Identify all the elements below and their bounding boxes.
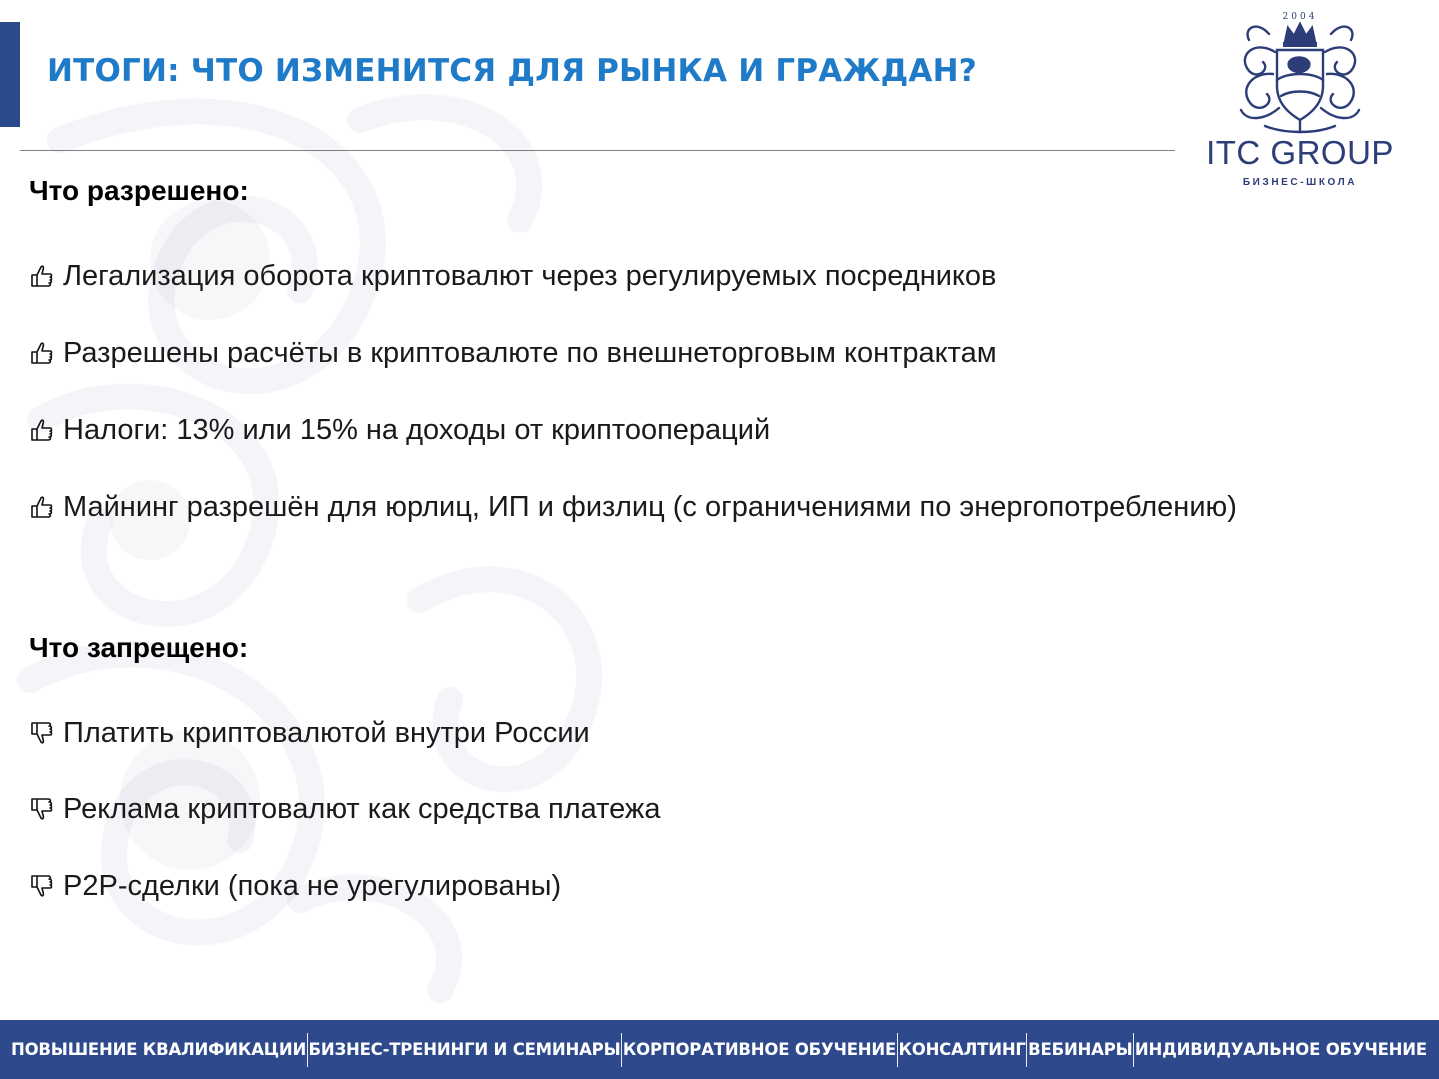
thumbs-up-icon [29, 340, 55, 366]
forbidden-item-text: Платить криптовалютой внутри России [63, 716, 590, 749]
footer-item-individual: ИНДИВИДУАЛЬНОЕ ОБУЧЕНИЕ [1134, 1040, 1427, 1059]
footer-item-webinars: ВЕБИНАРЫ [1028, 1040, 1133, 1059]
crest-emblem-icon [1225, 10, 1375, 140]
thumbs-down-icon [29, 796, 55, 822]
allowed-item [29, 410, 770, 450]
footer-separator [897, 1033, 898, 1067]
allowed-item-text: Легализация оборота криптовалют через регулируемых посредников [63, 259, 997, 292]
thumbs-down-icon [29, 873, 55, 899]
allowed-heading: Что разрешено: [29, 175, 249, 206]
allowed-item-text: Налоги: 13% или 15% на доходы от криптоопераций [63, 413, 771, 446]
forbidden-item [29, 713, 590, 753]
allowed-item-text: Майнинг разрешён для юрлиц, ИП и физлиц (с ограничениями по энергопотреблению) [63, 490, 1237, 523]
thumbs-up-icon [29, 494, 55, 520]
logo-wordmark: ITC GROUP [1206, 134, 1394, 171]
footer-item-qualification: ПОВЫШЕНИЕ КВАЛИФИКАЦИИ [11, 1040, 307, 1059]
footer-separator [1026, 1033, 1027, 1067]
thumbs-up-icon [29, 417, 55, 443]
forbidden-item [29, 866, 561, 906]
footer-item-consulting: КОНСАЛТИНГ [898, 1040, 1026, 1059]
footer-nav [0, 1020, 1439, 1079]
allowed-item-text: Разрешены расчёты в криптовалюте по внешнеторговым контрактам [63, 336, 997, 369]
forbidden-heading: Что запрещено: [29, 632, 249, 663]
forbidden-item-text: Реклама криптовалют как средства платежа [63, 792, 661, 825]
allowed-item [29, 256, 996, 296]
title-divider [20, 150, 1175, 151]
footer-separator [621, 1033, 622, 1067]
title-accent-bar [0, 22, 20, 127]
logo-year: 2004 [1282, 12, 1318, 22]
footer-separator [1133, 1033, 1134, 1067]
thumbs-up-icon [29, 263, 55, 289]
footer-item-trainings: БИЗНЕС-ТРЕНИНГИ И СЕМИНАРЫ [308, 1040, 621, 1059]
forbidden-item [29, 789, 660, 829]
footer-separator [307, 1033, 308, 1067]
footer-item-corporate: КОРПОРАТИВНОЕ ОБУЧЕНИЕ [622, 1040, 897, 1059]
thumbs-down-icon [29, 720, 55, 746]
logo-subtitle: БИЗНЕС-ШКОЛА [1242, 177, 1358, 188]
itc-group-logo [1195, 10, 1405, 195]
forbidden-item-text: P2P-сделки (пока не урегулированы) [63, 869, 562, 902]
allowed-item [29, 487, 1237, 527]
slide-title: ИТОГИ: ЧТО ИЗМЕНИТСЯ ДЛЯ РЫНКА И ГРАЖДАН? [47, 53, 977, 89]
allowed-item [29, 333, 997, 373]
